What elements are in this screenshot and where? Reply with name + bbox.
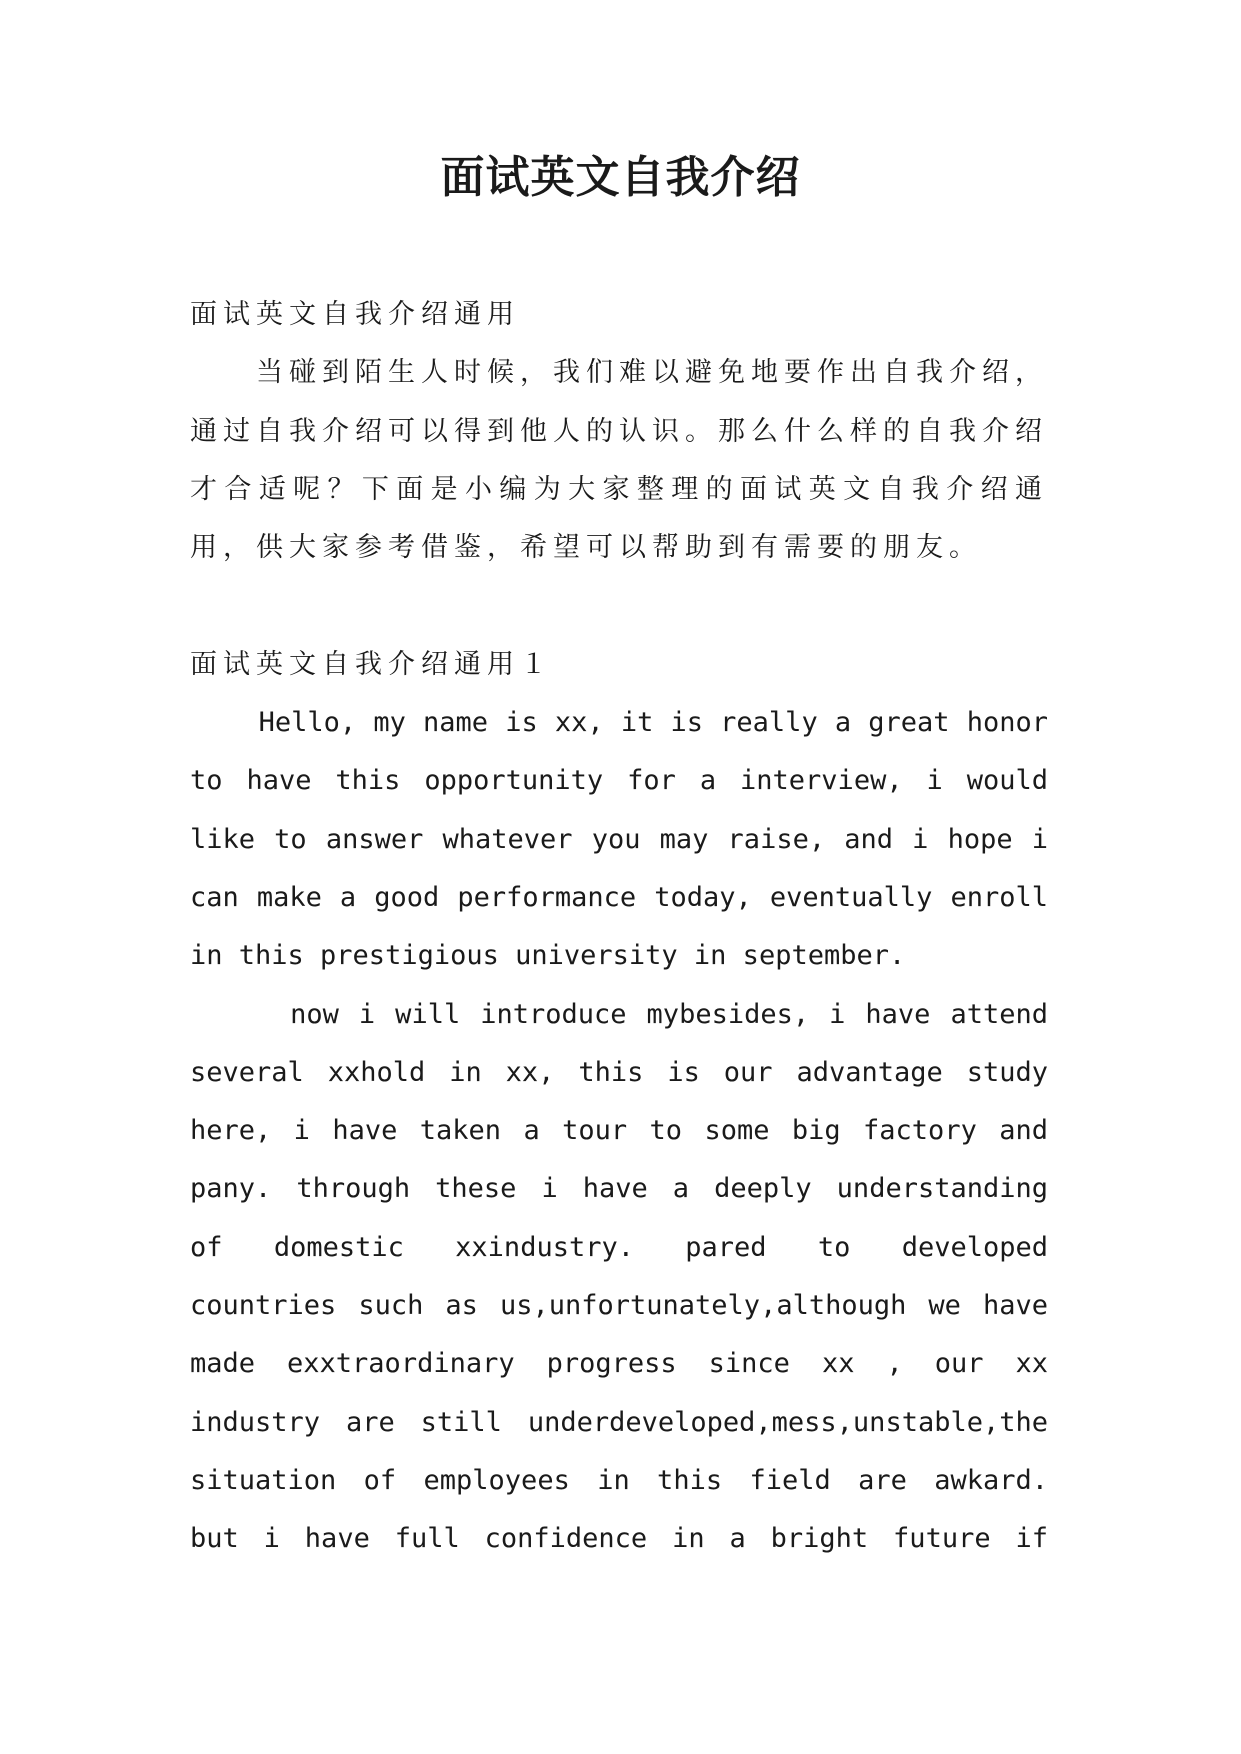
body-line: to have this opportunity for a interview, i would	[190, 765, 1048, 797]
body-line: countries such as us,unfortunately,although we have	[190, 1290, 1048, 1322]
intro-line: 用，供大家参考借鉴，希望可以帮助到有需要的朋友。	[190, 532, 982, 564]
body-line: situation of employees in this field are awkard.	[190, 1464, 1048, 1496]
body-line: like to answer whatever you may raise, and i hope i	[190, 823, 1048, 855]
body-line: here, i have taken a tour to some big factory and	[190, 1115, 1048, 1147]
body-line: can make a good performance today, eventually enroll	[190, 881, 1048, 913]
body-line: pany. through these i have a deeply understanding	[190, 1173, 1048, 1205]
body-line: made exxtraordinary progress since xx , our xx	[190, 1348, 1048, 1380]
body-line: several xxhold in xx, this is our advantage study	[190, 1056, 1048, 1088]
document-title: 面试英文自我介绍	[440, 152, 801, 203]
body-line: of domestic xxindustry. pared to developed	[190, 1231, 1048, 1263]
intro-line: 通过自我介绍可以得到他人的认识。那么什么样的自我介绍	[190, 415, 1048, 447]
body-line: industry are still underdeveloped,mess,unstable,the	[190, 1406, 1048, 1438]
subtitle: 面试英文自我介绍通用	[190, 299, 520, 330]
body-line: but i have full confidence in a bright future if	[190, 1523, 1048, 1555]
document-body	[190, 286, 1048, 1569]
paragraph-gap	[190, 577, 1048, 635]
body-line: in this prestigious university in september.	[190, 940, 906, 972]
intro-line: 才合适呢？下面是小编为大家整理的面试英文自我介绍通	[190, 473, 1048, 505]
body-line: Hello, my name is xx, it is really a great honor	[190, 707, 1048, 739]
body-line: now i will introduce mybesides, i have attend	[190, 998, 1048, 1030]
section-heading: 面试英文自我介绍通用１	[190, 648, 553, 680]
intro-line: 当碰到陌生人时候，我们难以避免地要作出自我介绍，	[190, 357, 1048, 389]
